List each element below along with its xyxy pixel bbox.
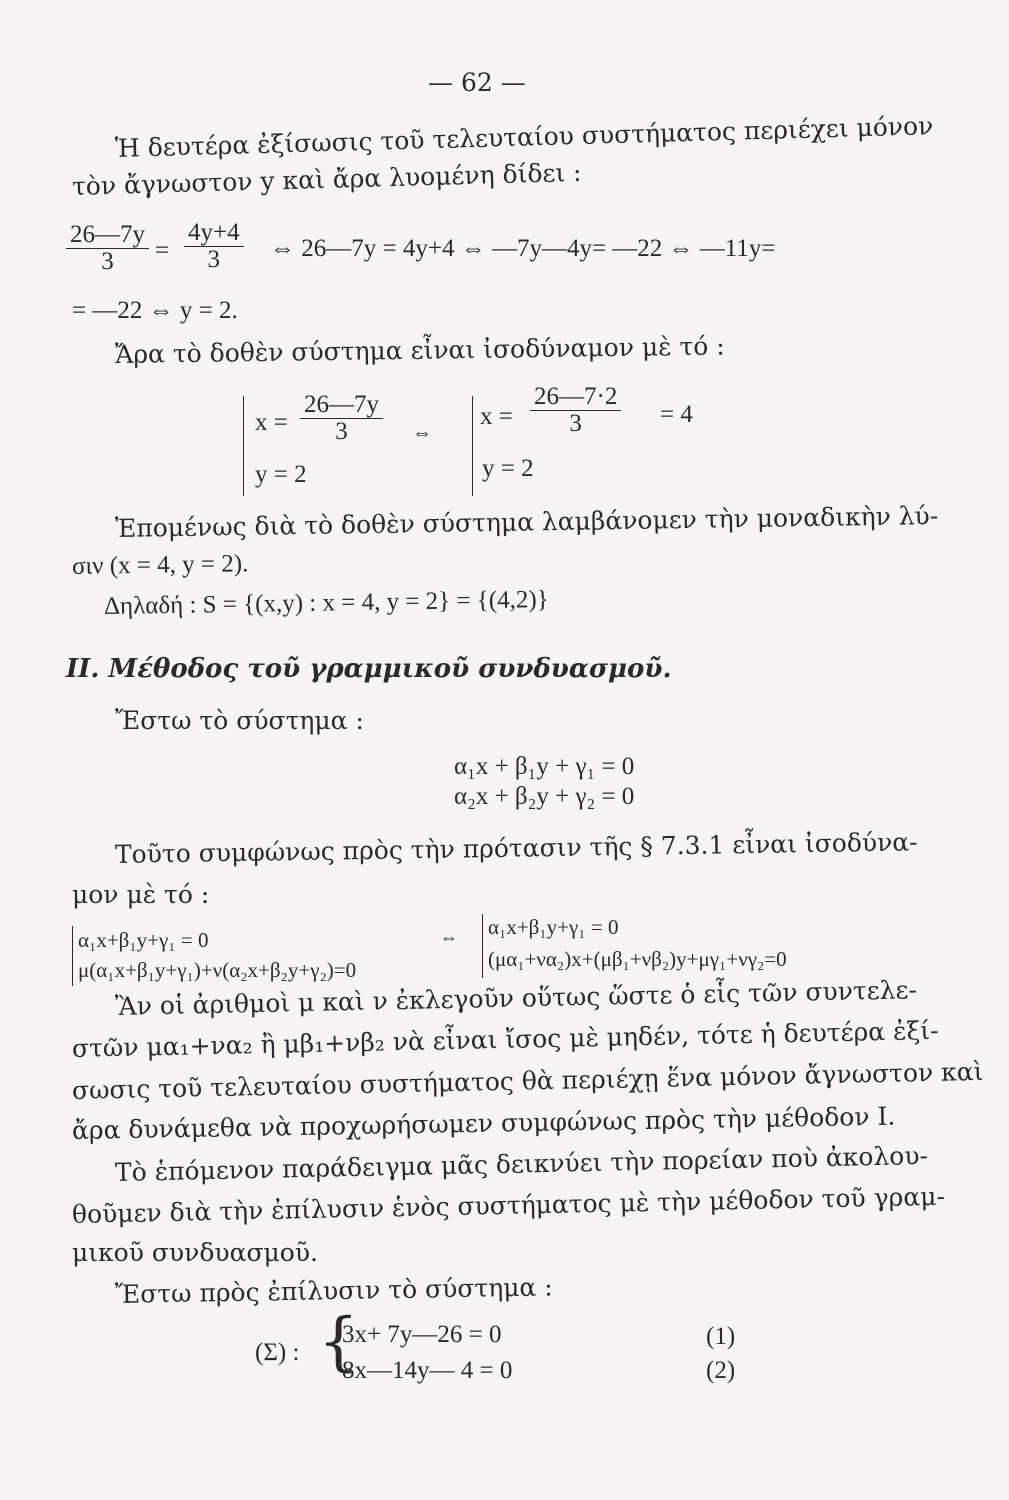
x-equation-lhs: x = xyxy=(480,403,513,430)
paragraph-line: σιν (x = 4, y = 2). xyxy=(71,550,249,580)
system-bracket-right xyxy=(472,396,473,496)
section-heading: II. Μέθοδος τοῦ γραμμικοῦ συνδυασμοῦ. xyxy=(66,654,672,684)
fraction-numerator: 26—7y xyxy=(300,392,383,419)
combination-equation-2: μ(α₁x+β₁y+γ₁)+ν(α₂x+β₂y+γ₂)=0 xyxy=(78,958,357,982)
x-fraction xyxy=(300,392,383,445)
combination-equation-2: (μα₁+να₂)x+(μβ₁+νβ₂)y+μγ₁+νγ₂=0 xyxy=(488,947,787,971)
fraction-denominator: 3 xyxy=(101,248,114,275)
y-equation: y = 2 xyxy=(255,461,307,488)
equation-result: = —22 ⇔ y = 2. xyxy=(72,297,238,324)
x-value: = 4 xyxy=(660,401,693,428)
paragraph-line: Ἡ δευτέρα ἐξίσωσις τοῦ τελευταίου συστήματος περιέχει μόνον xyxy=(114,111,934,163)
paragraph-line: μον μὲ τό : xyxy=(72,880,210,909)
general-equation-1: α₁x + β₁y + γ₁ = 0 xyxy=(454,753,635,780)
system-bracket-left xyxy=(72,926,73,986)
paragraph-line: Ἔστω πρὸς ἐπίλυσιν τὸ σύστημα : xyxy=(114,1272,553,1309)
equation-number-1: (1) xyxy=(706,1323,736,1350)
system-bracket-left xyxy=(243,396,244,496)
x-fraction xyxy=(530,384,621,437)
paragraph-line: Ἔστω τὸ σύστημα : xyxy=(115,706,364,735)
equivalence-arrow: ⇔ xyxy=(412,422,432,444)
paragraph-line: Ἂν οἱ ἀριθμοὶ μ καὶ ν ἐκλεγοῦν οὕτως ὥστε ὁ εἷς τῶν συντελε- xyxy=(114,975,918,1021)
paragraph-line: ἄρα δυνάμεθα νὰ προχωρήσωμεν συμφώνως πρὸς τὴν μέθοδον Ι. xyxy=(71,1101,896,1145)
fraction-numerator: 26—7y xyxy=(66,222,149,249)
paragraph-line: στῶν μα₁+να₂ ἢ μβ₁+νβ₂ νὰ εἶναι ἴσος μὲ μηδέν, τότε ἡ δευτέρα ἐξί- xyxy=(71,1015,939,1063)
fraction-denominator: 3 xyxy=(207,246,221,273)
general-equation-2: α₂x + β₂y + γ₂ = 0 xyxy=(454,783,635,810)
paragraph-line: Ἐπομένως διὰ τὸ δοθὲν σύστημα λαμβάνομεν τὴν μοναδικὴν λύ- xyxy=(114,501,939,543)
paragraph-line: μικοῦ συνδυασμοῦ. xyxy=(72,1238,318,1267)
page-number: — 62 — xyxy=(428,68,526,97)
example-equation-2: 8x—14y— 4 = 0 xyxy=(342,1357,513,1384)
paragraph-line: τὸν ἄγνωστον y καὶ ἄρα λυομένη δίδει : xyxy=(71,157,582,201)
x-equation-lhs: x = xyxy=(255,409,288,436)
fraction-numerator: 4y+4 xyxy=(184,220,244,247)
equivalence-arrow: ⇔ xyxy=(440,927,458,947)
fraction-4y-plus-4-over-3 xyxy=(184,220,244,273)
example-equation-1: 3x+ 7y—26 = 0 xyxy=(342,1321,502,1348)
paragraph-line: θοῦμεν διὰ τὴν ἐπίλυσιν ἑνὸς συστήματος μὲ τὴν μέθοδον τοῦ γραμ- xyxy=(71,1181,946,1229)
fraction-numerator: 26—7·2 xyxy=(530,384,621,411)
system-bracket-right xyxy=(482,914,483,978)
system-brace: { xyxy=(318,1305,359,1379)
fraction-denominator: 3 xyxy=(569,410,582,437)
fraction-denominator: 3 xyxy=(335,418,348,445)
equation-number-2: (2) xyxy=(706,1357,736,1384)
fraction-26-7y-over-3 xyxy=(66,222,149,275)
paragraph-line: Τοῦτο συμφώνως πρὸς τὴν πρότασιν τῆς § 7.3.1 εἶναι ἰσοδύνα- xyxy=(114,827,918,869)
equation-chain: ⇔ 26—7y = 4y+4 ⇔ —7y—4y= —22 ⇔ —11y= xyxy=(270,235,776,262)
equals-sign: = xyxy=(155,237,170,264)
paragraph-line: Τὸ ἑπόμενον παράδειγμα μᾶς δεικνύει τὴν πορείαν ποὺ ἀκολου- xyxy=(114,1140,929,1187)
combination-equation-1: α₁x+β₁y+γ₁ = 0 xyxy=(78,928,209,952)
paragraph-line: σωσις τοῦ τελευταίου συστήματος θὰ περιέχῃ ἕνα μόνον ἄγνωστον καὶ xyxy=(71,1056,984,1105)
y-equation: y = 2 xyxy=(482,455,534,482)
solution-set: Δηλαδή : S = {(x,y) : x = 4, y = 2} = {(4,2)} xyxy=(103,586,549,620)
paragraph-line: Ἄρα τὸ δοθὲν σύστημα εἶναι ἰσοδύναμον μὲ τό : xyxy=(114,331,725,369)
combination-equation-1: α₁x+β₁y+γ₁ = 0 xyxy=(488,915,619,939)
system-label: (Σ) : xyxy=(255,1339,300,1366)
